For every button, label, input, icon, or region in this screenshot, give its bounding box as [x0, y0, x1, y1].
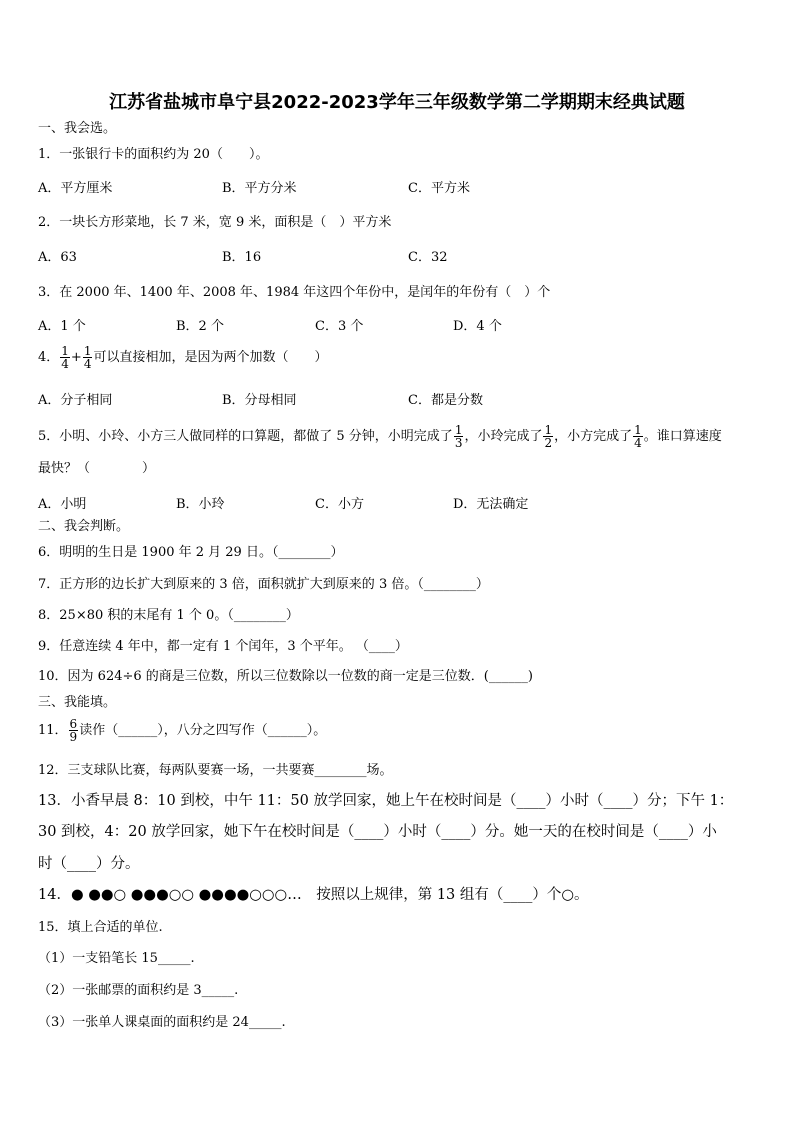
- question-1: 1．一张银行卡的面积约为 20（ ）。: [38, 147, 269, 162]
- q4-option-b: B．分母相同: [222, 393, 297, 408]
- q4-plus: +: [70, 350, 82, 365]
- question-5-line-2: 最快？（ ）: [38, 461, 156, 476]
- q1-option-c: C．平方米: [408, 181, 470, 196]
- q4-fraction-1: $\frac{1}{4}$: [61, 344, 69, 371]
- page-title: 江苏省盐城市阜宁县2022-2023学年三年级数学第二学期期末经典试题: [109, 92, 685, 113]
- question-13-line-3: 时（____）分。: [38, 856, 140, 872]
- q2-option-c: C．32: [408, 250, 448, 265]
- question-7: 7．正方形的边长扩大到原来的 3 倍，面积就扩大到原来的 3 倍。（________）: [38, 577, 489, 592]
- question-15-item-3: （3）一张单人课桌面的面积约是 24_____.: [38, 1015, 286, 1030]
- q11-fraction: $\frac{6}{9}$: [69, 717, 78, 744]
- question-15: 15．填上合适的单位.: [38, 920, 163, 935]
- question-11: 11． $\frac{6}{9}$ 读作（______），八分之四写作（______）。: [38, 717, 327, 744]
- q4-text: 可以直接相加，是因为两个加数（ ）: [93, 350, 328, 365]
- section-2-heading: 二、我会判断。: [38, 519, 130, 534]
- question-6: 6．明明的生日是 1900 年 2 月 29 日。（________）: [38, 545, 344, 560]
- question-13-line-2: 30 到校，4：20 放学回家，她下午在校时间是（____）小时（____）分。她一天的在校时间是（____）小: [38, 824, 717, 840]
- q3-option-d: D．4 个: [453, 319, 502, 334]
- question-4: [38, 345, 327, 370]
- q5-fraction-1: $\frac{1}{3}$: [454, 423, 463, 450]
- question-15-item-1: （1）一支铅笔长 15_____.: [38, 951, 195, 966]
- question-8: 8．25×80 积的末尾有 1 个 0。（________）: [38, 608, 299, 623]
- q1-option-b: B．平方分米: [222, 181, 297, 196]
- q4-option-c: C．都是分数: [408, 393, 483, 408]
- q4-fraction-2: $\frac{1}{4}$: [83, 344, 92, 371]
- q3-option-a: A．1 个: [38, 319, 86, 334]
- q2-option-b: B．16: [222, 250, 262, 265]
- question-5: 5．小明、小玲、小方三人做同样的口算题，都做了 5 分钟，小明完成了 $\frac{1}{3}$ ，小玲完成了 $\frac{1}{2}$ ，小方完成了 $\frac{1}{4}$ 。谁口算速度: [38, 423, 722, 450]
- q5-option-d: D．无法确定: [453, 497, 529, 512]
- question-12: 12．三支球队比赛，每两队要赛一场，一共要赛________场。: [38, 763, 393, 778]
- q3-option-b: B．2 个: [176, 319, 224, 334]
- question-10: 10．因为 624÷6 的商是三位数，所以三位数除以一位数的商一定是三位数．(______): [38, 669, 533, 684]
- question-15-item-2: （2）一张邮票的面积约是 3_____.: [38, 983, 239, 998]
- question-14: 14．● ●●○ ●●●○○ ●●●●○○○… 按照以上规律，第 13 组有（____）个○。: [38, 887, 589, 903]
- q5-option-a: A．小明: [38, 497, 87, 512]
- section-3-heading: 三、我能填。: [38, 695, 117, 710]
- q2-option-a: A．63: [38, 250, 77, 265]
- q3-option-c: C．3 个: [315, 319, 364, 334]
- q5-option-c: C．小方: [315, 497, 364, 512]
- section-1-heading: 一、我会选。: [38, 121, 117, 136]
- question-2: 2．一块长方形菜地，长 7 米，宽 9 米，面积是（ ）平方米: [38, 215, 392, 230]
- q1-option-a: A．平方厘米: [38, 181, 113, 196]
- q5-fraction-3: $\frac{1}{4}$: [634, 423, 642, 450]
- q5-option-b: B．小玲: [176, 497, 225, 512]
- q4-option-a: A．分子相同: [38, 393, 113, 408]
- q5-fraction-2: $\frac{1}{2}$: [544, 423, 553, 450]
- q4-number: 4．: [38, 350, 60, 365]
- question-13-line-1: 13．小香早晨 8：10 到校，中午 11：50 放学回家，她上午在校时间是（____）小时（____）分；下午 1：: [38, 793, 734, 809]
- question-9: 9．任意连续 4 年中，都一定有 1 个闰年，3 个平年。 （____）: [38, 639, 408, 654]
- question-3: 3．在 2000 年、1400 年、2008 年、1984 年这四个年份中，是闰年的年份有（ ）个: [38, 285, 551, 300]
